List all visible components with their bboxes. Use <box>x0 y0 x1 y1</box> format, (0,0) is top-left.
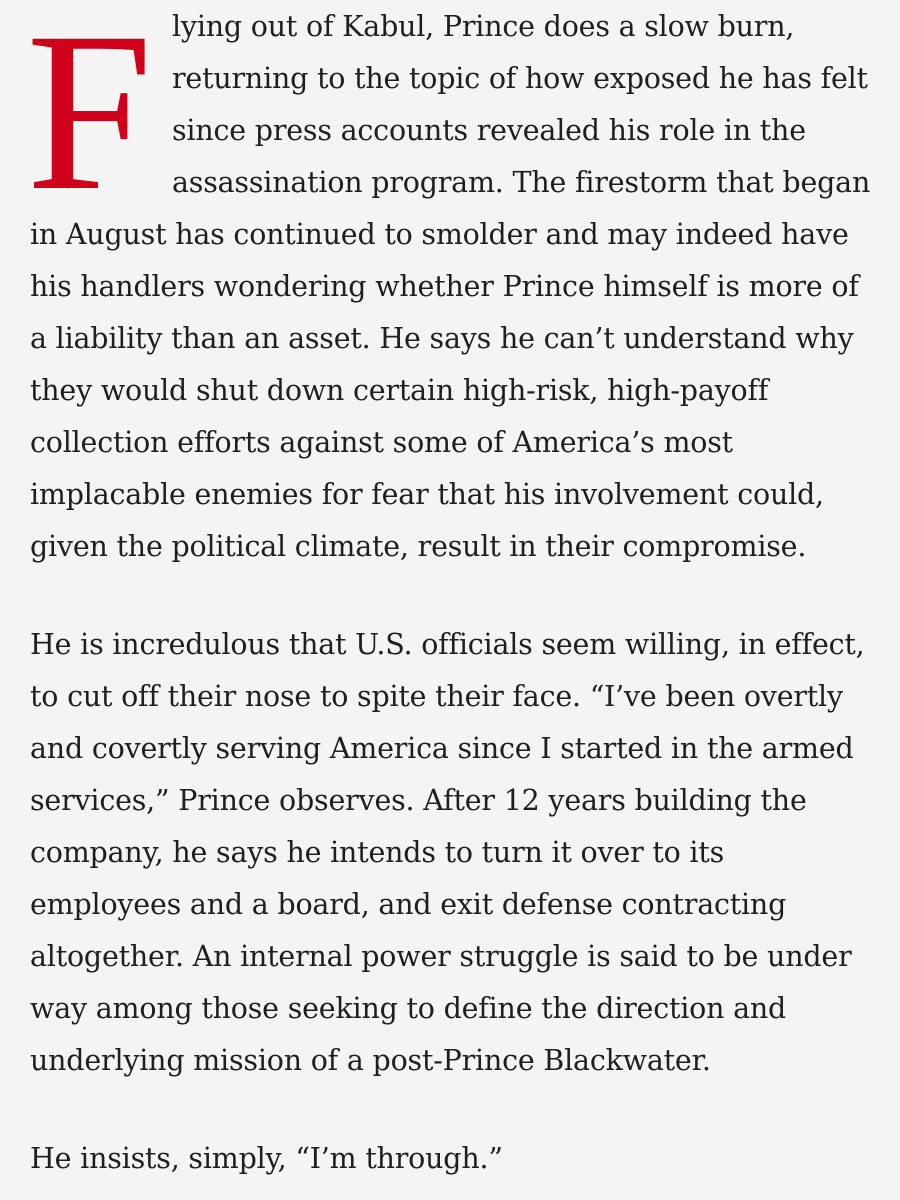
paragraph-2-line-9: underlying mission of a post-Prince Blackwater. <box>30 1044 711 1077</box>
paragraph-2-line-3: and covertly serving America since I started in the armed <box>30 732 854 765</box>
paragraph-1-line-3: since press accounts revealed his role in the <box>172 114 806 147</box>
paragraph-1-line-10: implacable enemies for fear that his involvement could, <box>30 478 824 511</box>
paragraph-1-line-9: collection efforts against some of America’s most <box>30 426 733 459</box>
paragraph-1-line-7: a liability than an asset. He says he can’t understand why <box>30 322 854 355</box>
paragraph-2-line-2: to cut off their nose to spite their face. “I’ve been overtly <box>30 680 843 713</box>
paragraph-1-line-5: in August has continued to smolder and may indeed have <box>30 218 849 251</box>
paragraph-2-line-8: way among those seeking to define the direction and <box>30 992 787 1025</box>
paragraph-2-line-7: altogether. An internal power struggle is said to be under <box>30 940 852 973</box>
paragraph-2-line-4: services,” Prince observes. After 12 years building the <box>30 784 807 817</box>
drop-cap: F <box>26 0 153 238</box>
paragraph-2-line-6: employees and a board, and exit defense contracting <box>30 888 787 921</box>
paragraph-1-line-8: they would shut down certain high-risk, high-payoff <box>30 374 769 407</box>
paragraph-1-line-4: assassination program. The firestorm that began <box>172 166 871 199</box>
paragraph-1-line-1: lying out of Kabul, Prince does a slow burn, <box>172 10 795 43</box>
paragraph-1-line-11: given the political climate, result in their compromise. <box>30 530 807 563</box>
paragraph-2-line-1: He is incredulous that U.S. officials seem willing, in effect, <box>30 628 865 661</box>
paragraph-1-line-2: returning to the topic of how exposed he has felt <box>172 62 868 95</box>
paragraph-3-line-1: He insists, simply, “I’m through.” <box>30 1142 503 1175</box>
paragraph-1-line-6: his handlers wondering whether Prince himself is more of <box>30 270 859 303</box>
paragraph-2-line-5: company, he says he intends to turn it over to its <box>30 836 725 869</box>
